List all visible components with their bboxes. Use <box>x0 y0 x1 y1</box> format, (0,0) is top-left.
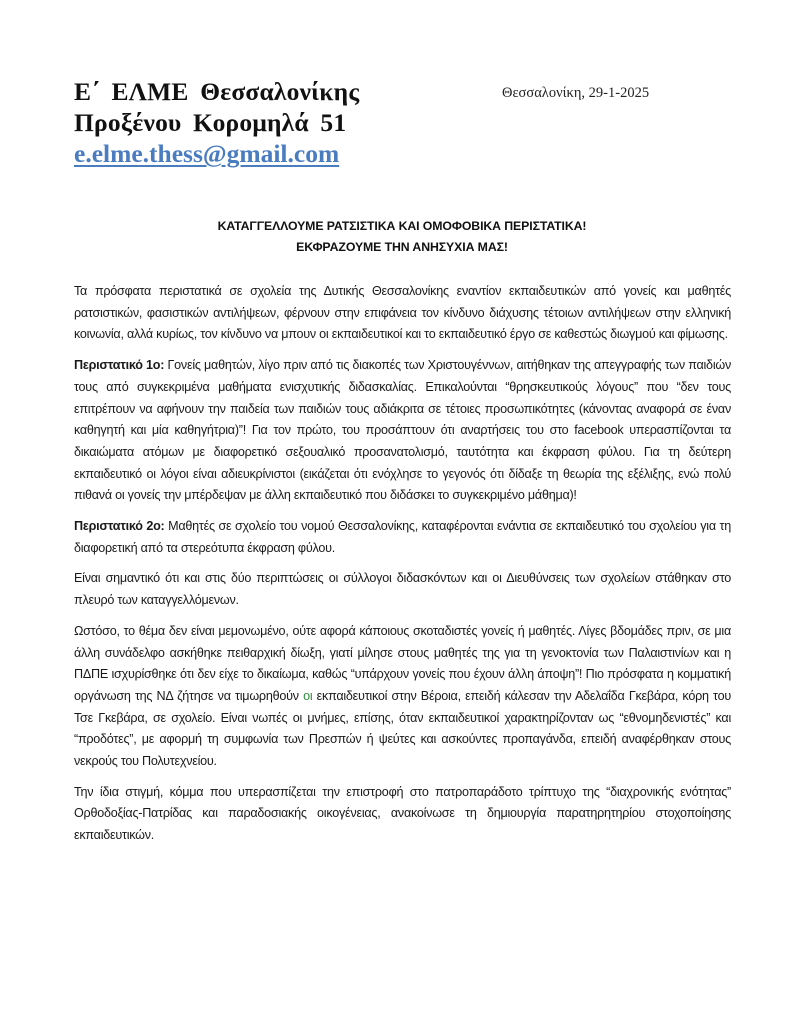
organization-name: Ε΄ ΕΛΜΕ Θεσσαλονίκης <box>74 77 360 106</box>
document-title <box>74 216 730 258</box>
support-paragraph: Είναι σημαντικό ότι και στις δύο περιπτώσεις οι σύλλογοι διδασκόντων και οι Διευθύνσεις των σχολείων στάθηκαν στο πλευρό των καταγγελλόμενων. <box>74 571 731 608</box>
party-paragraph: Την ίδια στιγμή, κόμμα που υπερασπίζεται την επιστροφή στο πατροπαράδοτο τρίπτυχο της “διαχρονικής ενότητας” Ορθοδοξίας-Πατρίδας και παραδοσιακής οικογένειας, ανακοίνωσε τη δημιουργία παρατηρητηρίου στοχοποίησης εκπαιδευτικών. <box>74 784 731 843</box>
title-line-1: ΚΑΤΑΓΓΕΛΛΟΥΜΕ ΡΑΤΣΙΣΤΙΚΑ ΚΑΙ ΟΜΟΦΟΒΙΚΑ ΠΕΡΙΣΤΑΤΙΚΑ! <box>217 219 587 233</box>
case-2-text: Μαθητές σε σχολείο του νομού Θεσσαλονίκης, καταφέρονται ενάντια σε εκπαιδευτικό του σχολείου για τη διαφορετική από τα στερεότυπα έκφραση φύλου. <box>74 519 732 555</box>
intro-paragraph: Τα πρόσφατα περιστατικά σε σχολεία της Δυτικής Θεσσαλονίκης εναντίον εκπαιδευτικών από γονείς και μαθητές ρατσιστικών, φασιστικών αντιλήψεων, φέρνουν στην επιφάνεια τον κίνδυνο διάχυσης τέτοιων αντιλήψεων στην ελληνική κοινωνία, αλλά κυρίως, τον κίνδυνο να μπουν οι εκπαιδευτικοί και το εκπαιδευτικό έργο σε καθεστώς διωγμού και φίμωσης. <box>74 284 731 342</box>
email-link[interactable]: e.elme.thess@gmail.com <box>74 139 340 168</box>
case-1-text: Γονείς μαθητών, λίγο πριν από τις διακοπές των Χριστουγέννων, αιτήθηκαν της απεγγραφής των παιδιών τους από συγκεκριμένα μαθήματα ενισχυτικής διδασκαλίας. Επικαλούνται “θρησκευτικούς λόγους” που “δεν τους επιτρέπουν να αφήνουν την παιδεία των παιδιών τους αδιάκριτα σε τέτοιες προσωπικότητες (κάνοντας αναφορά σε έναν καθηγητή και μία καθηγήτρια)”! Για τον πρώτο, του προσάπτουν ότι αναρτήσεις του στο facebook υπερασπίζονται τα δικαιώματα ατόμων με διαφορετικό σεξουαλικό προσανατολισμό, ταυτότητα και έκφραση φύλου. Για τη δεύτερη εκπαιδευτικό οι λόγοι είναι αδιευκρίνιστοι (εικάζεται ότι ενόχλησε το γεγονός ότι δίδαξε τη θεωρία της εξέλιξης, ενώ πολύ πιθανά οι γονείς την μπέρδεψαν με άλλη εκπαιδευτικό που διδάσκει το συγκεκριμένο μάθημα)! <box>74 358 731 503</box>
organization-address: Προξένου Κορομηλά 51 <box>74 108 347 137</box>
however-paragraph <box>74 621 731 773</box>
case-1-label: Περιστατικό 1ο: <box>74 358 165 373</box>
however-text-1: Ωστόσο, το θέμα δεν είναι μεμονωμένο, ούτε αφορά κάποιους σκοταδιστές γονείς ή μαθητές. Λίγες βδομάδες πριν, σε μια άλλη συνάδελφο ασκήθηκε πειθαρχική δίωξη, γιατί μίλησε στους μαθητές της για τη γενοκτονία των Παλαιστινίων και η ΠΔΠΕ ισχυρίσθηκε ότι δεν είχε το δικαίωμα, καθώς “υπάρχουν γονείς που έχουν άλλη άποψη”! Πιο πρόσφατα η κομματική οργάνωση της ΝΔ ζήτησε να τιμωρηθούν <box>74 623 731 703</box>
title-line-2: ΕΚΦΡΑΖΟΥΜΕ ΤΗΝ ΑΝΗΣΥΧΙΑ ΜΑΣ! <box>296 240 508 254</box>
however-text-2: εκπαιδευτικοί στην Βέροια, επειδή κάλεσαν την Αδελαΐδα Γκεβάρα, κόρη του Τσε Γκεβάρα, σε σχολείο. Είναι νωπές οι μνήμες, επίσης, όταν εκπαιδευτικοί χαρακτηρίζονταν ως “εθνομηδενιστές” και “προδότες”, με αφορμή τη συμφωνία των Πρεσπών ή ψεύτες και ασκούντες προπαγάνδα, επειδή αναφέρθηκαν στους νεκρούς του Πολυτεχνείου. <box>74 688 731 769</box>
case-2-paragraph <box>74 516 731 559</box>
highlighted-word: οι <box>303 688 313 703</box>
case-1-paragraph <box>74 355 731 507</box>
case-2-label: Περιστατικό 2ο: <box>74 519 165 534</box>
document-body <box>74 281 731 856</box>
document-date: Θεσσαλονίκη, 29-1-2025 <box>502 85 650 101</box>
